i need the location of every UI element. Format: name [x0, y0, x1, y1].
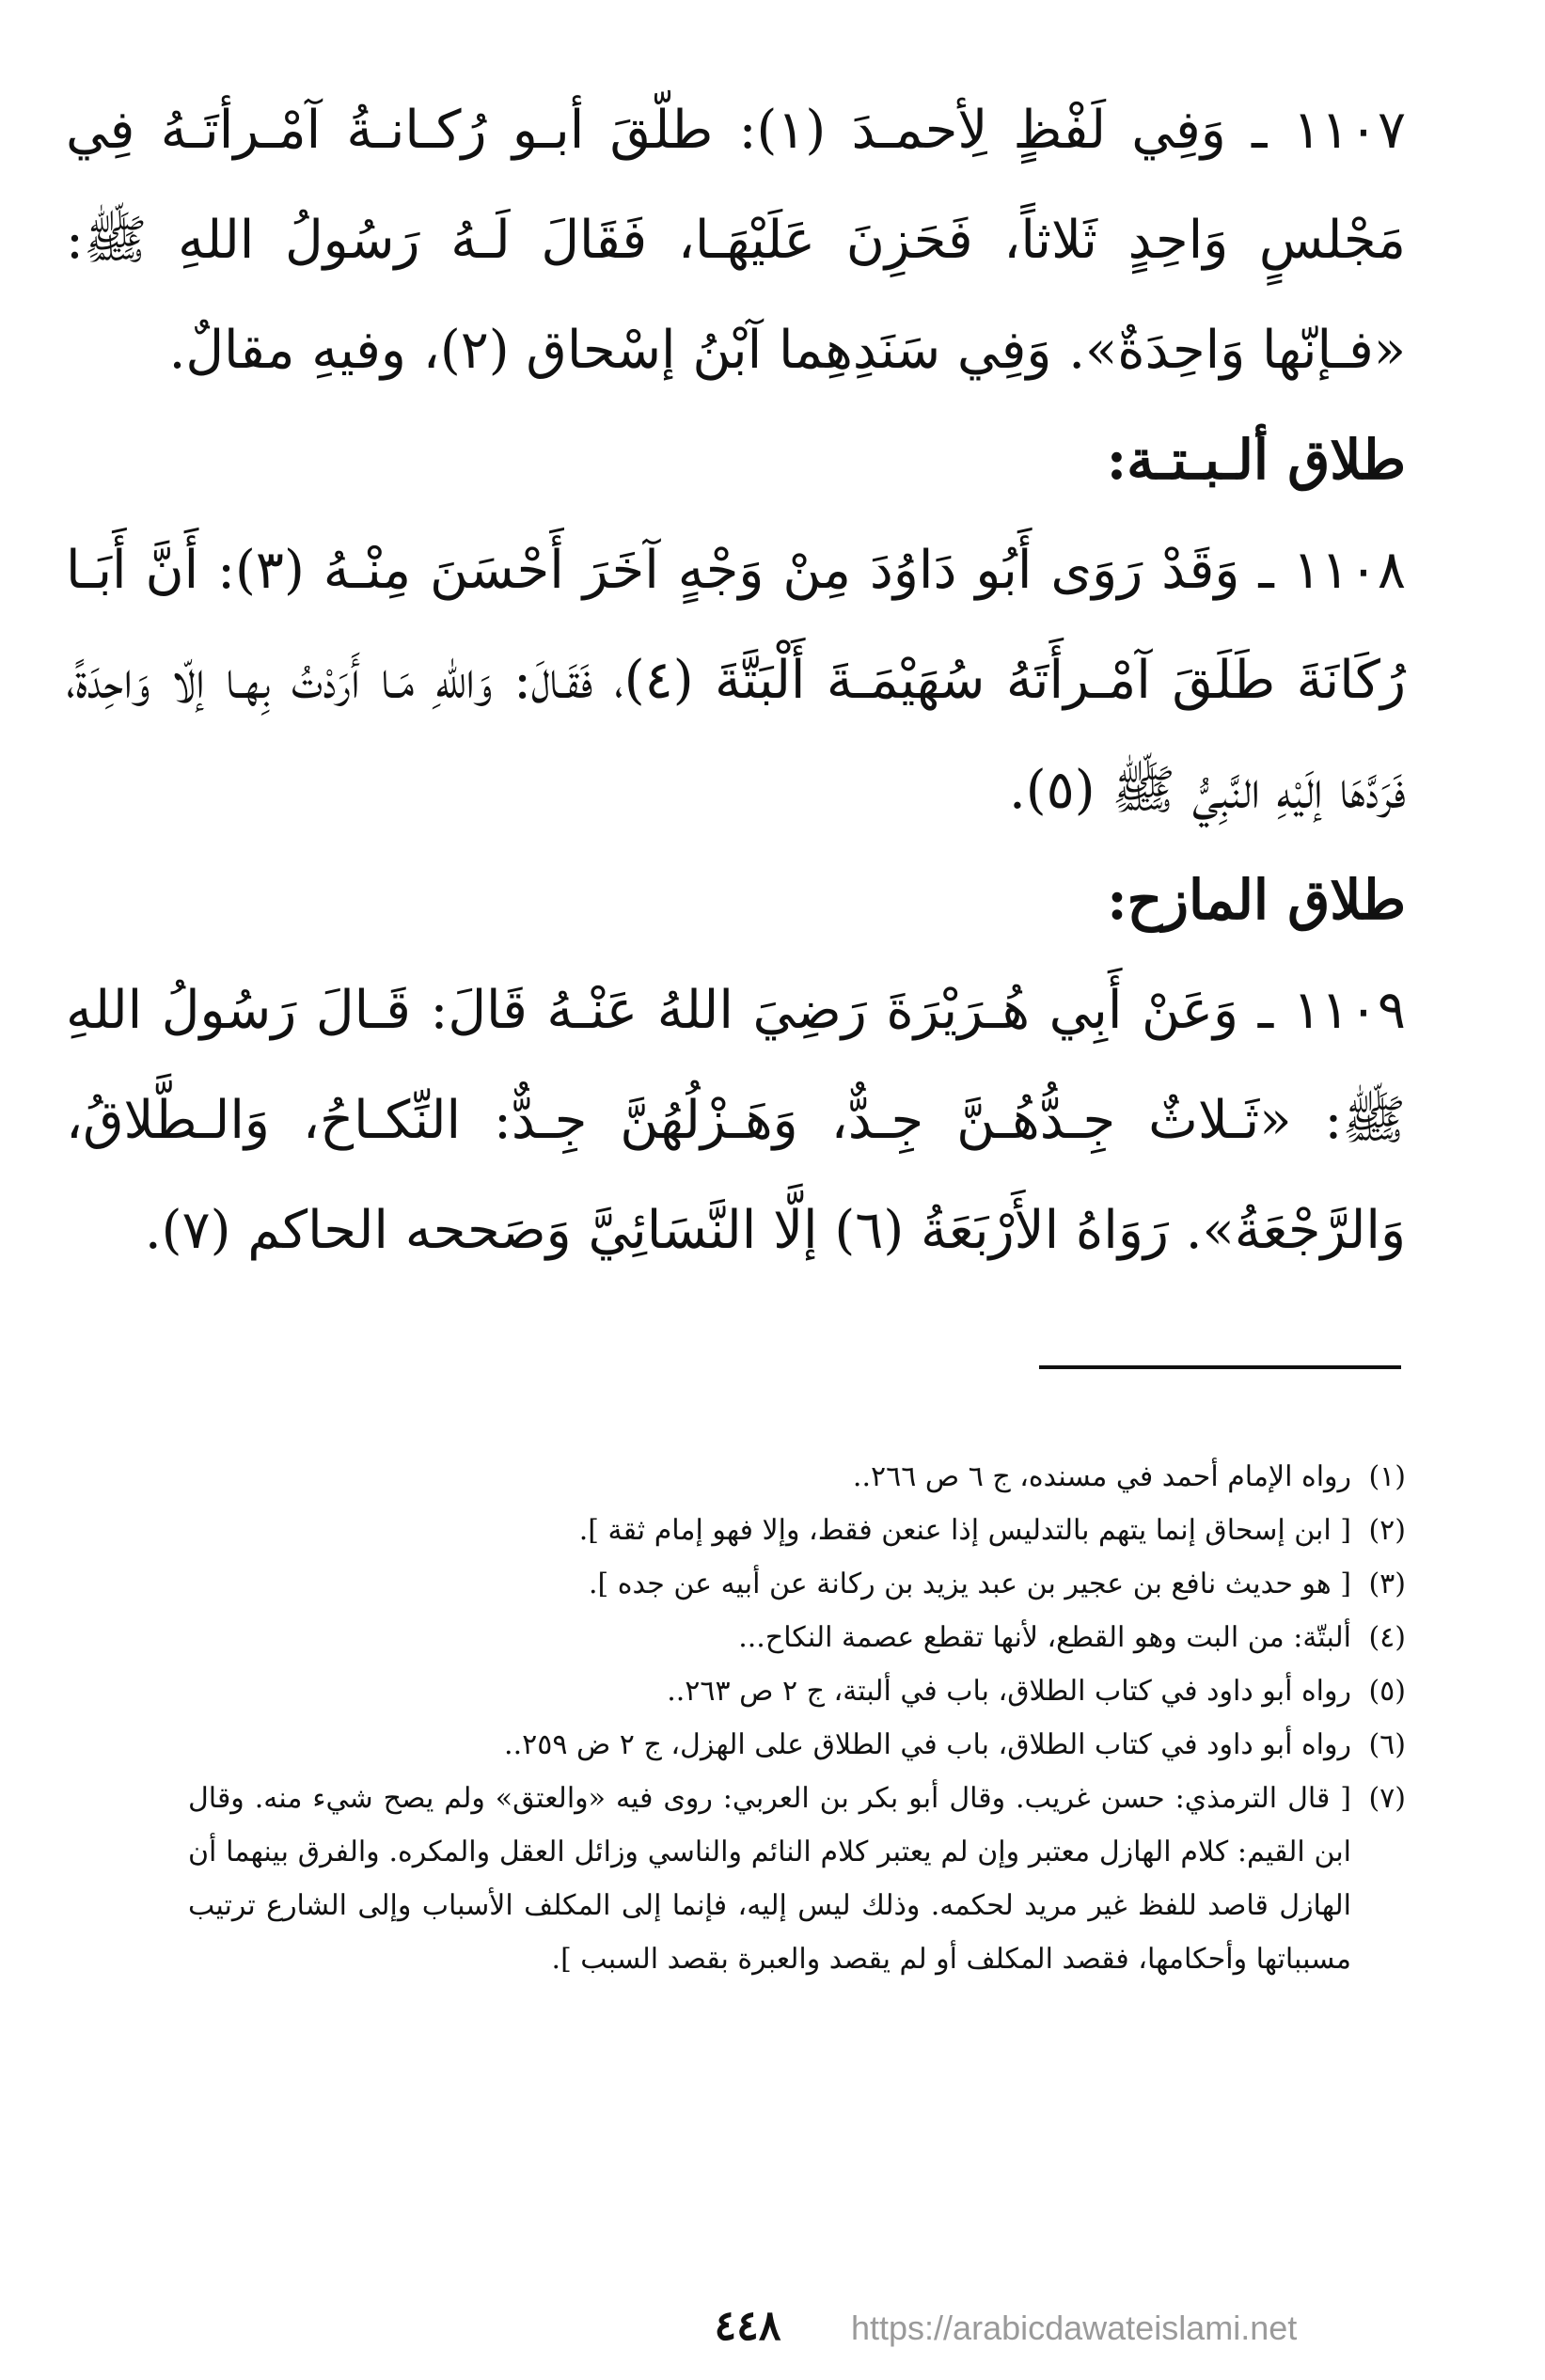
- footnote-text: [ هو حديث نافع بن عجير بن عبد يزيد بن ركانة عن أبيه عن جده ].: [589, 1568, 1351, 1600]
- footnote: [188, 1772, 1406, 1986]
- main-text: [66, 75, 1406, 1285]
- page-number: ٤٤٨: [714, 2302, 781, 2350]
- footnote-text: [ قال الترمذي: حسن غريب. وقال أبو بكر بن العربي: روى فيه «والعتق» ولم يصح شيء منه. وقال ابن القيم: كلام الهازل معتبر وإن لم يعتبر كلام النائم والناسي وزائل العقل والمكره. والفرق بينهما أن الهازل قاصد للفظ غير مريد لحكمه. وذلك ليس إليه، فإنما إلى المكلف الأسباب وإلى الشارع ترتيب مسبباتها وأحكامها، فقصد المكلف أو لم يقصد والعبرة بقصد السبب ].: [188, 1782, 1351, 1976]
- footnote-number: (٧): [1368, 1782, 1406, 1815]
- footnote: [188, 1718, 1406, 1772]
- footnote-divider: [1039, 1365, 1401, 1369]
- hadith-1109: ١١٠٩ ـ وَعَنْ أَبِي هُـرَيْرَةَ رَضِيَ اللهُ عَنْـهُ قَالَ: قَـالَ رَسُولُ اللهِ ﷺ: «ثَـلاثٌ جِـدُّهُـنَّ جِـدٌّ، وَهَـزْلُهُنَّ جِـدٌّ: النِّكـاحُ، وَالـطَّلاقُ، وَالرَّجْعَةُ». رَوَاهُ الأَرْبَعَةُ (٦) إلَّا النَّسَائِيَّ وَصَححه الحاكم (٧).: [66, 980, 1406, 1261]
- footnote-text: رواه الإمام أحمد في مسنده، ج ٦ ص ٢٦٦..: [852, 1460, 1351, 1493]
- section-heading-jesting-divorce: طلاق المازح:: [1107, 868, 1406, 932]
- section-heading-albatta: طلاق ألـبـتـة:: [1106, 428, 1406, 492]
- footnote: [188, 1504, 1406, 1557]
- footnote: [188, 1557, 1406, 1611]
- footnote: [188, 1664, 1406, 1718]
- footnote-text: ألبتّة: من البت وهو القطع، لأنها تقطع عصمة النكاح...: [738, 1621, 1351, 1654]
- footnote-number: (١): [1368, 1460, 1406, 1493]
- hadith-1108: ١١٠٨ ـ وَقَدْ رَوَى أَبُو دَاوُدَ مِنْ وَجْهٍ آخَرَ أَحْسَنَ مِنْـهُ (٣): أَنَّ أَبَـا رُكَانَةَ طَلَقَ آمْـرأَتَهُ سُهَيْمَـةَ أَلْبَتَّةَ (٤)، فَقَـالَ: وَاللهِ مَـا أَرَدْتُ بِهـا إلّا وَاحِدَةً، فَرَدَّهَا إلَيْهِ النَّبِيُّ ﷺ (٥).: [66, 540, 1406, 821]
- footnote-text: [ ابن إسحاق إنما يتهم بالتدليس إذا عنعن فقط، وإلا فهو إمام ثقة ].: [578, 1514, 1351, 1547]
- footnote-text: رواه أبو داود في كتاب الطلاق، باب في الطلاق على الهزل، ج ٢ ض ٢٥٩..: [504, 1728, 1351, 1761]
- footnote-number: (٢): [1368, 1514, 1406, 1547]
- footnote-number: (٥): [1368, 1675, 1406, 1708]
- hadith-1107: ١١٠٧ ـ وَفِي لَفْظٍ لِأحمـدَ (١): طلّقَ أبـو رُكـانـةُ آمْـرأتَـهُ فِي مَجْلسٍ وَاحِدٍ ثَلاثاً، فَحَزِنَ عَلَيْهَـا، فَقَالَ لَـهُ رَسُولُ اللهِ ﷺ: «فـإنّها وَاحِدَةٌ». وَفِي سَنَدِهِما آبْنُ إسْحاق (٢)، وفيهِ مقالٌ.: [66, 100, 1407, 381]
- footnote-text: رواه أبو داود في كتاب الطلاق، باب في ألبتة، ج ٢ ص ٢٦٣..: [667, 1675, 1351, 1708]
- footnotes: [188, 1450, 1406, 1986]
- footnote-number: (٤): [1368, 1621, 1406, 1654]
- footnote: [188, 1611, 1406, 1664]
- footnote-number: (٦): [1368, 1728, 1406, 1761]
- footnote: [188, 1450, 1406, 1504]
- footnote-number: (٣): [1368, 1568, 1406, 1600]
- watermark-url: https://arabicdawateislami.net: [851, 2309, 1298, 2347]
